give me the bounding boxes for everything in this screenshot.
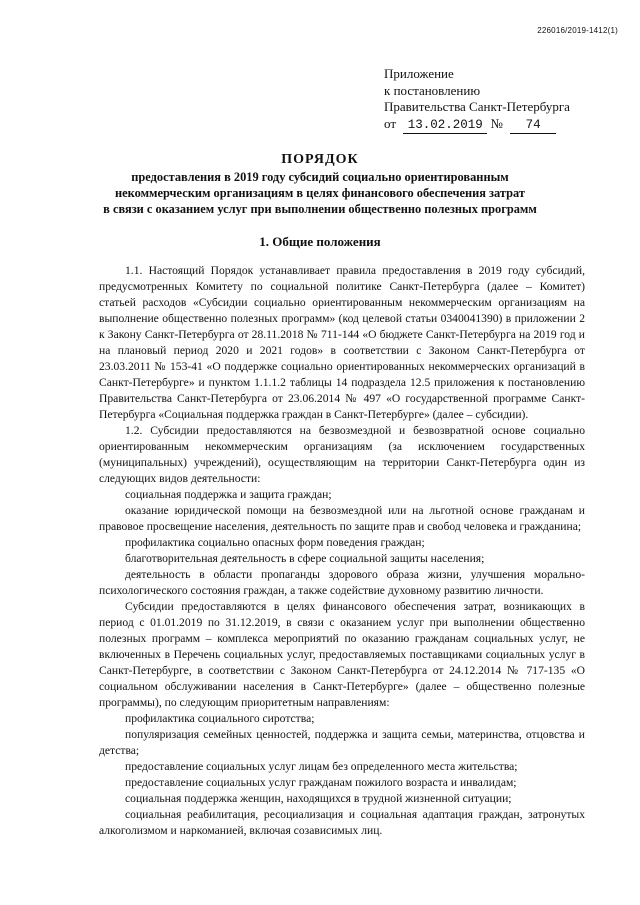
document-number: 226016/2019-1412(1) xyxy=(537,26,618,35)
paragraph: профилактика социально опасных форм поведения граждан; xyxy=(125,536,425,549)
paragraph: Субсидии предоставляются в целях финансового обеспечения затрат, возникающих в период с 01.01.2019 по 31.12.2019, в связи с оказанием услуг при выполнении общественно полезных программ – комплекса мероприятий по оказанию гражданам социальных услуг, не включенных в Перечень социальных услуг, предоставляемых поставщиками социальных услуг в Санкт-Петербурге, в соответствии с Законом Санкт-Петербурга от 24.12.2014 № 717-135 «О социальном обслуживании населения в Санкт-Петербурге» (далее – общественно полезные программы), по следующим приоритетным направлениям: xyxy=(99,600,585,709)
title-line-3: в связи с оказанием услуг при выполнении общественно полезных программ xyxy=(103,202,537,216)
paragraph: предоставление социальных услуг гражданам пожилого возраста и инвалидам; xyxy=(125,776,517,789)
paragraph: социальная поддержка женщин, находящихся в трудной жизненной ситуации; xyxy=(125,792,512,805)
paragraph: социальная поддержка и защита граждан; xyxy=(125,488,332,501)
appendix-block xyxy=(384,66,620,134)
paragraph: деятельность в области пропаганды здорового образа жизни, улучшения морально-психологического состояния граждан, а также содействие духовному развитию личности. xyxy=(99,568,585,597)
paragraph: оказание юридической помощи на безвозмездной или на льготной основе гражданам и правовое просвещение населения, деятельность по защите прав и свобод человека и гражданина; xyxy=(99,504,585,533)
title-main: ПОРЯДОК xyxy=(281,152,359,167)
title-line-1: предоставления в 2019 году субсидий социально ориентированным xyxy=(131,170,509,184)
appendix-date: 13.02.2019 xyxy=(403,117,487,135)
title-line-2: некоммерческим организациям в целях финансового обеспечения затрат xyxy=(115,186,525,200)
document-body xyxy=(99,263,585,839)
paragraph: 1.2. Субсидии предоставляются на безвозмездной и безвозвратной основе социально ориентированным некоммерческим организациям (за исключением государственных (муниципальных) учреждений), осуществляющим на территории Санкт-Петербурга один из следующих видов деятельности: xyxy=(99,424,585,485)
paragraph: предоставление социальных услуг лицам без определенного места жительства; xyxy=(125,760,518,773)
paragraph: популяризация семейных ценностей, поддержка и защита семьи, материнства, отцовства и детства; xyxy=(99,728,585,757)
section-title: 1. Общие положения xyxy=(259,234,381,249)
appendix-line-1: Приложение xyxy=(384,66,454,81)
number-label: № xyxy=(490,115,503,131)
appendix-line-2: к постановлению xyxy=(384,82,481,98)
from-label: от xyxy=(384,115,397,131)
appendix-line-3: Правительства Санкт-Петербурга xyxy=(384,99,570,114)
document-title xyxy=(60,151,580,217)
appendix-number: 74 xyxy=(510,117,556,135)
paragraph: 1.1. Настоящий Порядок устанавливает правила предоставления в 2019 году субсидий, предусмотренных Комитету по социальной политике Санкт-Петербурга (далее – Комитет) статьей расходов «Субсидии социально ориентированным некоммерческим организациям на выполнение общественно полезных программ» (код целевой статьи 0340041390) в приложении 2 к Закону Санкт-Петербурга от 28.11.2018 № 711-144 «О бюджете Санкт-Петербурга на 2019 год и на плановый период 2020 и 2021 годов» в соответствии с Законом Санкт-Петербурга от 23.03.2011 № 153-41 «О поддержке социально ориентированных некоммерческих организаций в Санкт-Петербурге» и пунктом 1.1.1.2 таблицы 14 подраздела 12.5 приложения к постановлению Правительства Санкт-Петербурга от 23.06.2014 № 497 «О государственной программе Санкт-Петербурга «Социальная поддержка граждан в Санкт-Петербурге» (далее – субсидии). xyxy=(99,264,585,421)
paragraph: социальная реабилитация, ресоциализация и социальная адаптация граждан, затронутых алкоголизмом и наркоманией, включая созависимых лиц. xyxy=(99,808,585,837)
paragraph: благотворительная деятельность в сфере социальной защиты населения; xyxy=(125,552,485,565)
paragraph: профилактика социального сиротства; xyxy=(125,712,315,725)
appendix-date-line xyxy=(384,116,620,135)
